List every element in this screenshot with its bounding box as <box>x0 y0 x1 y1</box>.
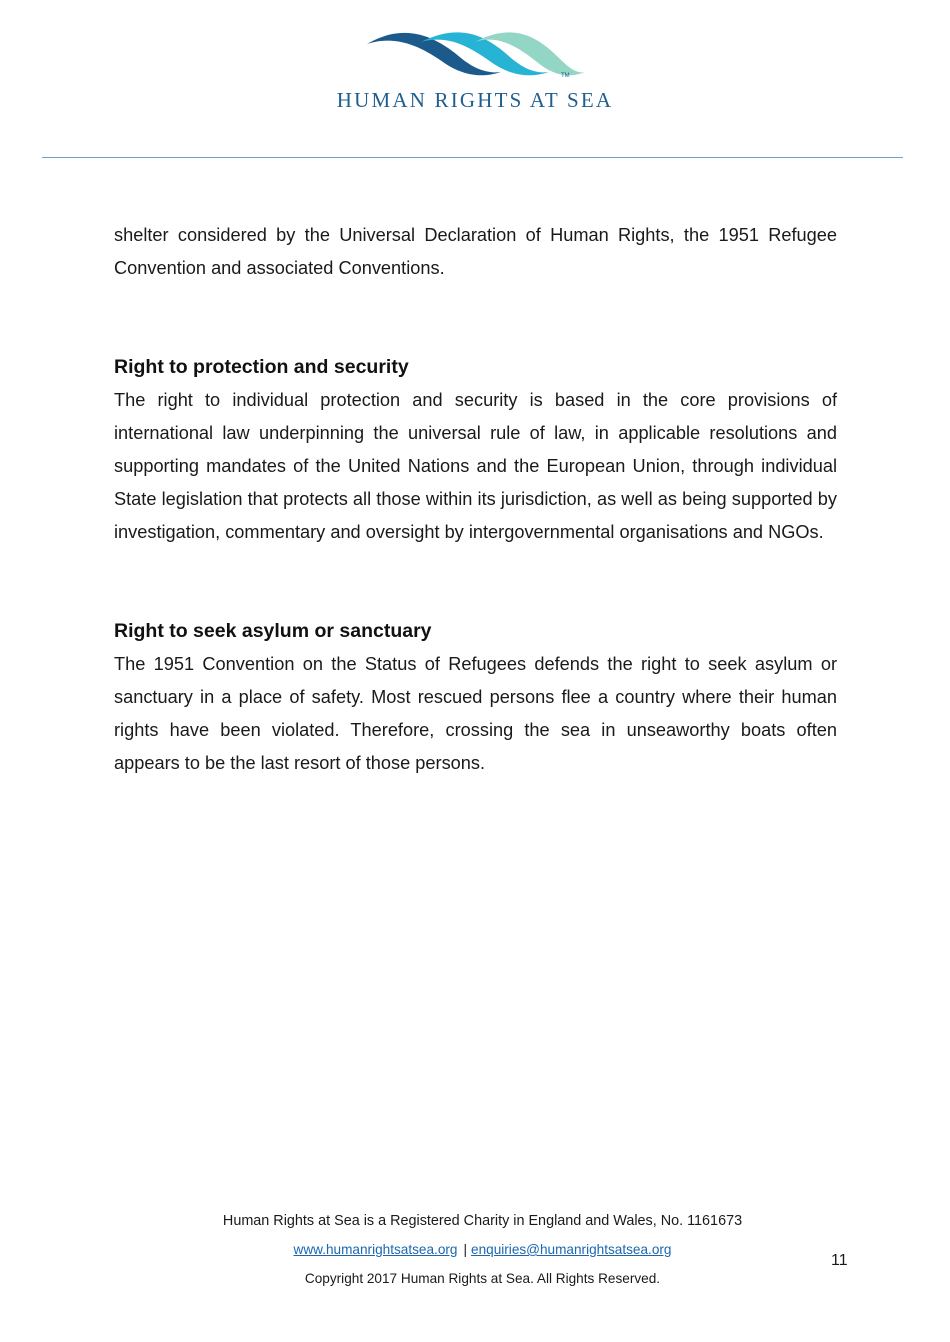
copyright-text: Copyright 2017 Human Rights at Sea. All Rights Reserved. <box>304 1271 661 1286</box>
section-heading: Right to protection and security <box>114 356 409 378</box>
organization-logo <box>0 28 950 113</box>
section-heading: Right to seek asylum or sanctuary <box>114 620 432 642</box>
website-link[interactable]: www.humanrightsatsea.org <box>293 1242 458 1257</box>
footer-separator: | <box>463 1242 468 1257</box>
footer-links <box>0 1240 950 1260</box>
section-asylum-sanctuary <box>114 615 837 780</box>
trademark-mark: TM <box>561 73 570 79</box>
section-paragraph: The 1951 Convention on the Status of Refugees defends the right to seek asylum or sanctuary in a place of safety. Most rescued persons flee a country where their human rights have been violated. Therefore, crossing the sea in unseaworthy boats often appears to be the last resort of those persons. <box>114 654 837 773</box>
header-divider <box>42 157 903 158</box>
main-content <box>114 219 837 780</box>
section-paragraph: The right to individual protection and security is based in the core provisions of international law underpinning the universal rule of law, in applicable resolutions and supporting mandates of the United Nations and the European Union, through individual State legislation that protects all those within its jurisdiction, as well as being supported by investigation, commentary and oversight by intergovernmental organisations and NGOs. <box>114 390 837 542</box>
logo-text: HUMAN RIGHTS AT SEA <box>336 88 614 112</box>
waves-logo-icon <box>365 28 585 82</box>
intro-paragraph: shelter considered by the Universal Declaration of Human Rights, the 1951 Refugee Convention and associated Conventions. <box>114 225 837 278</box>
section-protection-security <box>114 351 837 549</box>
email-link[interactable]: enquiries@humanrightsatsea.org <box>471 1242 672 1257</box>
page-number: 11 <box>831 1252 848 1269</box>
charity-registration-text: Human Rights at Sea is a Registered Charity in England and Wales, No. 1161673 <box>222 1213 743 1229</box>
page-footer <box>0 1210 950 1288</box>
